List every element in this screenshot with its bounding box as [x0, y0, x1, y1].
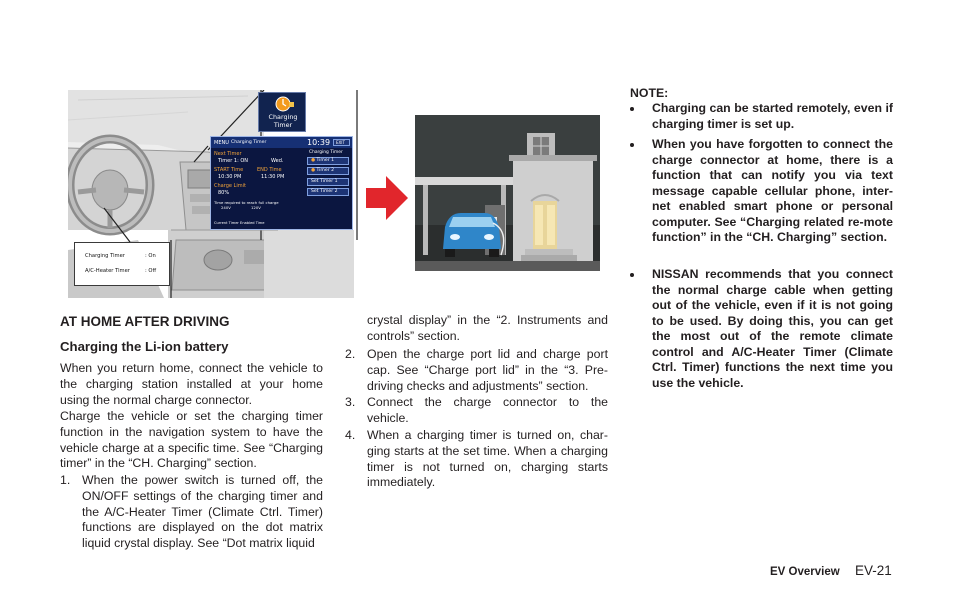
- bullet-dot-icon: [630, 107, 634, 111]
- list-item-text: Connect the charge connector to the vehicle.: [367, 395, 608, 425]
- note-bullet-text: When you have forgotten to connect the charge connector at home, there is a function that can notify you via text message capable cellular phone, inter-net enabled smart phone or personal computer. See “Charging related re-mote function” in the “CH. Charging” section.: [652, 137, 893, 244]
- volts-240: 240V: [221, 205, 231, 210]
- screen-exit-button: EXIT: [333, 139, 350, 146]
- charging-timer-icon-box: [258, 92, 306, 132]
- list-item-continuation: crystal display” in the “2. Instruments and controls” section.: [367, 313, 608, 343]
- note-bullet: [630, 137, 893, 246]
- list-item: [345, 395, 608, 427]
- charge-limit-value: 80%: [218, 190, 230, 196]
- set-timer-2-button: Set Timer 2: [307, 188, 349, 196]
- footer-section-name: EV Overview: [770, 566, 840, 578]
- note-bullet-text: NISSAN recommends that you connect the normal charge cable when getting out of the vehicle, even if it is not going to be used. By doing this, you can get the most out of the remote climate control and A/C-Heater Timer (Climate Ctrl. Timer) functions the next time you use the vehicle.: [652, 267, 893, 390]
- screen-title: Charging Timer: [231, 140, 267, 145]
- note-label: NOTE:: [630, 86, 669, 100]
- list-item-text: When a charging timer is turned on, char-ging starts at the set time. When a charging timer is not turned on, charging starts immediately.: [367, 428, 608, 490]
- list-item: [345, 428, 608, 491]
- note-bullet-text: Charging can be started remotely, even if charging timer is set up.: [652, 101, 893, 131]
- sub-heading: Charging the Li-ion battery: [60, 339, 229, 354]
- list-item: [345, 347, 608, 394]
- screen-clock: 10:39: [307, 138, 331, 147]
- footer-page-number: EV-21: [855, 563, 892, 578]
- section-heading: AT HOME AFTER DRIVING: [60, 314, 230, 329]
- list-item: [60, 473, 323, 552]
- charging-timer-icon-label: Charging Timer: [268, 113, 298, 129]
- list-item-text: Open the charge port lid and charge port cap. See “Charge port lid” in the “3. Pre-driving checks and adjustments” section.: [367, 347, 608, 393]
- dot-matrix-display-inset: [74, 242, 170, 286]
- next-timer-label: Next Timer: [214, 151, 242, 157]
- start-time-label: START Time: [214, 167, 244, 173]
- timer-2-toggle-label: Timer 2: [316, 168, 334, 173]
- side-header: Charging Timer: [309, 150, 343, 155]
- inset-ac-heater-value: : Off: [145, 268, 157, 274]
- list-item-text: When the power switch is turned off, the ON/OFF settings of the charging timer and the A/C-Heater Timer (Climate Ctrl. Timer) functions are displayed on the dot matrix liquid crystal display. See “Dot matrix liquid: [82, 473, 323, 551]
- current-timer-note: Current Timer Enabled Time: [214, 221, 265, 225]
- paragraph-charge-vehicle: Charge the vehicle or set the charging timer function in the navigation system to have the vehicle charge at a specific time. See “Charging timer” in the “CH. Charging” section.: [60, 409, 323, 471]
- house-charging-scene: [415, 115, 600, 271]
- end-time-label: END Time: [257, 167, 282, 173]
- list-item-number: 2.: [345, 347, 356, 361]
- bullet-dot-icon: [630, 273, 634, 277]
- screen-menu-label: MENU: [214, 140, 229, 146]
- note-bullet: [630, 267, 893, 391]
- volts-120: 120V: [251, 205, 261, 210]
- inset-charging-timer-label: Charging Timer: [85, 253, 125, 259]
- start-time-value: 10:30 PM: [218, 174, 242, 180]
- toggle-dot-icon: ●: [311, 158, 316, 163]
- list-item-number: 3.: [345, 395, 356, 409]
- timer-1-toggle-label: Timer 1: [316, 158, 334, 163]
- next-timer-value: Timer 1: ON: [218, 158, 249, 164]
- set-timer-1-button: Set Timer 1: [307, 178, 349, 186]
- next-timer-day: Wed.: [271, 158, 284, 164]
- timer-1-toggle: [307, 157, 349, 165]
- arrow-right-icon: [366, 176, 408, 220]
- inset-ac-heater-label: A/C-Heater Timer: [85, 268, 130, 274]
- note-bullet: [630, 101, 893, 132]
- toggle-dot-icon: ●: [311, 168, 316, 173]
- paragraph-return-home: When you return home, connect the vehicle to the charging station installed at your home using the normal charge connector.: [60, 361, 323, 407]
- end-time-value: 11:30 PM: [261, 174, 285, 180]
- full-charge-note: Time required to reach full charge: [214, 200, 279, 205]
- timer-2-toggle: [307, 167, 349, 175]
- bullet-dot-icon: [630, 143, 634, 147]
- inset-charging-timer-value: : On: [145, 253, 156, 259]
- charging-timer-screen: [210, 136, 353, 230]
- charge-limit-label: Charge Limit: [214, 183, 246, 189]
- list-item-number: 1.: [60, 473, 71, 487]
- list-item-number: 4.: [345, 428, 356, 442]
